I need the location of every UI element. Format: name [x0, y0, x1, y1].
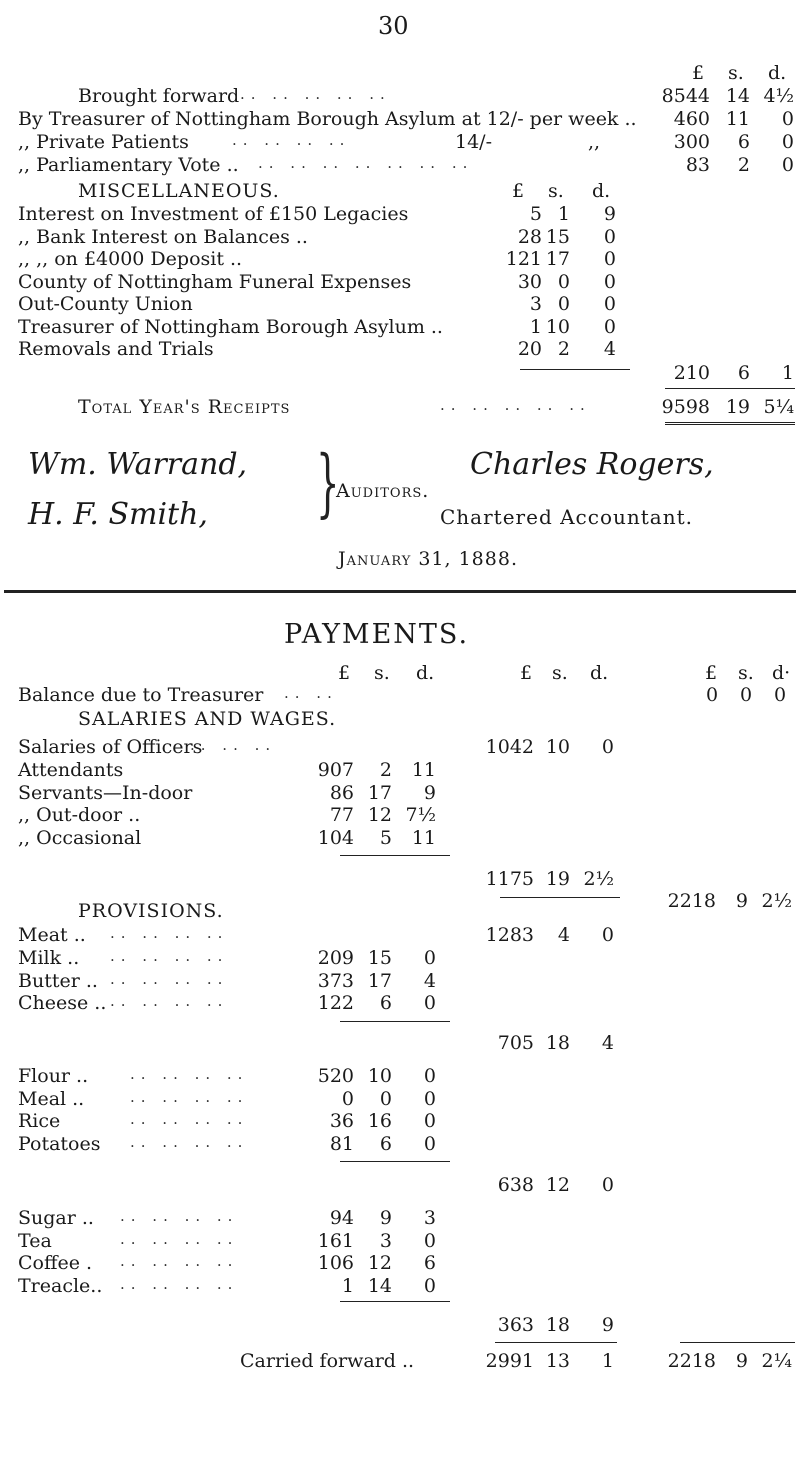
report-date: January 31, 1888.: [338, 548, 518, 570]
provision-item-label: Tea: [18, 1229, 52, 1252]
misc-item-label: Removals and Trials: [18, 338, 214, 360]
salary-item-shillings: 17: [367, 781, 392, 804]
payments-col1-header-pence: d.: [416, 662, 435, 684]
total-receipts-pence: 5¼: [763, 396, 794, 418]
provision-item-label: Treacle..: [18, 1274, 103, 1297]
accountant-title: Chartered Accountant.: [440, 505, 693, 529]
group3-rule: [340, 1301, 450, 1302]
salaries-subtotal-pence: 2½: [583, 868, 614, 890]
receipt-line-parliamentary-label: ,, Parliamentary Vote ..: [18, 154, 239, 176]
salaries-officers-pence: 0: [601, 736, 614, 758]
provision-item-pounds: 36: [329, 1110, 354, 1132]
salaries-heading: SALARIES AND WAGES.: [78, 708, 337, 730]
group3-total-shillings: 18: [545, 1314, 570, 1336]
auditors-label: Auditors.: [336, 480, 430, 502]
brought-forward-pounds: 8544: [661, 85, 710, 107]
misc-total-pounds: 210: [673, 362, 710, 384]
salaries-total-rule: [500, 897, 620, 898]
receipt-line-private-shillings: 6: [737, 131, 750, 153]
total-receipts-rule: [665, 388, 795, 389]
receipt-line-private-label: ,, Private Patients: [18, 131, 189, 153]
leader-dots: .. .. .. .. ..: [240, 85, 391, 103]
provision-item-pounds: 94: [329, 1207, 354, 1229]
misc-item-pence: 9: [603, 203, 616, 225]
provision-item-label: Rice: [18, 1110, 61, 1132]
auditor-signature-1: Wm. Warrand,: [28, 447, 248, 482]
provision-item-pounds: 209: [317, 947, 354, 969]
payments-col2-header-pence: d.: [590, 662, 609, 684]
salary-item-shillings: 5: [379, 826, 392, 849]
provision-item-label: Cheese ..: [18, 992, 107, 1014]
misc-item-pence: 0: [603, 270, 616, 293]
provision-item-label: Coffee .: [18, 1252, 93, 1274]
payments-col3-header-pence: d·: [772, 662, 791, 684]
provision-item-pence: 0: [423, 1087, 436, 1110]
leader-dots: .. .. .. ..: [232, 131, 351, 149]
salary-item-label: Servants—In-door: [18, 781, 193, 804]
leader-dots: .. .. .. ..: [110, 924, 229, 942]
salary-item-shillings: 12: [367, 804, 392, 826]
group1-rule: [340, 1021, 450, 1022]
brought-forward-label: Brought forward: [78, 85, 240, 107]
misc-item-label: County of Nottingham Funeral Expenses: [18, 270, 412, 293]
receipts-header-pounds: £: [692, 62, 705, 84]
salary-item-pence: 9: [423, 781, 436, 804]
receipts-header-shillings: s.: [728, 62, 744, 84]
salary-item-shillings: 2: [379, 759, 392, 781]
leader-dots: .. .. .. ..: [130, 1065, 249, 1083]
receipt-line-private-pounds: 300: [673, 131, 710, 153]
misc-item-shillings: 0: [557, 270, 570, 293]
provision-item-pounds: 161: [317, 1229, 354, 1252]
salaries-total-pence: 2½: [761, 890, 792, 912]
salaries-officers-shillings: 10: [545, 736, 570, 758]
salaries-total-shillings: 9: [735, 890, 748, 912]
receipt-line-private-ditto: ,,: [588, 131, 601, 153]
brought-forward-shillings: 14: [725, 85, 750, 107]
provision-item-pounds: 81: [329, 1132, 354, 1155]
provision-item-label: Milk ..: [18, 947, 80, 969]
misc-item-pence: 0: [603, 293, 616, 315]
total-receipts-shillings: 19: [725, 396, 750, 418]
carried-forward-col2-pounds: 2991: [485, 1350, 534, 1372]
leader-dots: .. .. .. ..: [120, 1274, 239, 1293]
leader-dots: .. .. .. ..: [130, 1132, 249, 1151]
carried-forward-col2-shillings: 13: [545, 1350, 570, 1372]
receipt-line-parliamentary-shillings: 2: [737, 154, 750, 176]
total-receipts-label: Total Year's Receipts: [78, 396, 291, 418]
payments-col1-header-shillings: s.: [374, 662, 390, 684]
misc-item-pence: 4: [603, 338, 616, 360]
provision-item-shillings: 9: [379, 1207, 392, 1229]
leader-dots: .. .. .. ..: [130, 1110, 249, 1128]
provision-item-shillings: 12: [367, 1252, 392, 1274]
receipt-line-treasurer-pence: 0: [781, 108, 794, 130]
provision-meat-pounds: 1283: [485, 924, 534, 946]
provision-item-shillings: 3: [379, 1229, 392, 1252]
provision-item-pence: 6: [423, 1252, 436, 1274]
total-receipts-pounds: 9598: [661, 396, 710, 418]
group1-total-shillings: 18: [545, 1032, 570, 1054]
salary-item-pounds: 907: [317, 759, 354, 781]
misc-item-label: ,, Bank Interest on Balances ..: [18, 225, 308, 248]
salaries-officers-pounds: 1042: [485, 736, 534, 758]
misc-item-shillings: 0: [557, 293, 570, 315]
group2-total-pounds: 638: [497, 1174, 534, 1196]
receipt-line-treasurer-pounds: 460: [673, 108, 710, 130]
salary-item-pounds: 86: [329, 781, 354, 804]
salaries-officers-label: Salaries of Officers: [18, 736, 203, 758]
balance-label: Balance due to Treasurer: [18, 684, 264, 706]
provision-item-label: Flour ..: [18, 1065, 89, 1087]
auditors-brace: }: [316, 440, 340, 526]
provision-item-pence: 0: [423, 1110, 436, 1132]
misc-item-pounds: 28: [517, 225, 542, 248]
salary-item-pounds: 77: [329, 804, 354, 826]
leader-dots: .. .. .. ..: [110, 969, 229, 988]
provision-item-pence: 0: [423, 992, 436, 1014]
accountant-signature: Charles Rogers,: [470, 447, 714, 482]
carried-forward-rule-col3: [680, 1342, 795, 1343]
misc-header-pence: d.: [592, 180, 611, 202]
leader-dots: .. .. .. .. .. .. ..: [258, 154, 474, 172]
misc-heading: MISCELLANEOUS.: [78, 180, 280, 202]
salary-item-pence: 11: [411, 826, 436, 849]
carried-forward-col3-shillings: 9: [735, 1350, 748, 1372]
payments-col1-header-pounds: £: [338, 662, 351, 684]
receipt-line-parliamentary-pounds: 83: [685, 154, 710, 176]
provision-item-shillings: 15: [367, 947, 392, 969]
provision-item-pounds: 0: [341, 1087, 354, 1110]
salary-item-pounds: 104: [317, 826, 354, 849]
salary-item-pence: 11: [411, 759, 436, 781]
leader-dots: .. ..: [284, 684, 338, 702]
leader-dots: .. .. .. ..: [110, 992, 229, 1010]
group1-total-pounds: 705: [497, 1032, 534, 1054]
misc-total-pence: 1: [781, 362, 794, 384]
misc-item-pounds: 3: [529, 293, 542, 315]
group2-total-shillings: 12: [545, 1174, 570, 1196]
misc-subtotal-rule: [520, 369, 630, 370]
section-divider: [4, 590, 796, 593]
total-receipts-double-rule: [665, 422, 795, 428]
leader-dots: .. .. ..: [190, 736, 277, 754]
receipt-line-parliamentary-pence: 0: [781, 154, 794, 176]
provision-item-shillings: 16: [367, 1110, 392, 1132]
salary-item-label: ,, Out-door ..: [18, 804, 141, 826]
misc-item-pence: 0: [603, 225, 616, 248]
carried-forward-label: Carried forward ..: [240, 1350, 415, 1372]
salaries-subtotal-shillings: 19: [545, 868, 570, 890]
carried-forward-rule-col2: [495, 1342, 617, 1343]
receipt-line-treasurer-label: By Treasurer of Nottingham Borough Asylum at 12/- per week ..: [18, 108, 637, 130]
provision-item-pounds: 106: [317, 1252, 354, 1274]
carried-forward-col2-pence: 1: [601, 1350, 614, 1372]
provision-item-shillings: 14: [367, 1274, 392, 1297]
group3-total-pence: 9: [601, 1314, 614, 1336]
balance-shillings: 0: [740, 684, 753, 706]
receipt-line-private-pence: 0: [781, 131, 794, 153]
salary-item-label: Attendants: [18, 759, 124, 781]
misc-item-pounds: 5: [529, 203, 542, 225]
misc-item-pounds: 30: [517, 270, 542, 293]
leader-dots: .. .. .. .. ..: [440, 396, 591, 414]
provisions-heading: PROVISIONS.: [78, 900, 224, 922]
provision-item-pence: 0: [423, 1065, 436, 1087]
misc-item-pounds: 121: [505, 248, 542, 270]
provision-item-pence: 3: [423, 1207, 436, 1229]
provision-meat-label: Meat ..: [18, 924, 86, 946]
leader-dots: .. .. .. ..: [120, 1207, 239, 1225]
payments-col2-header-shillings: s.: [552, 662, 568, 684]
group1-total-pence: 4: [601, 1032, 614, 1054]
provision-item-pence: 0: [423, 947, 436, 969]
misc-header-pounds: £: [512, 180, 525, 202]
provision-meat-pence: 0: [601, 924, 614, 946]
salaries-rule: [340, 855, 450, 856]
provision-item-pence: 4: [423, 969, 436, 992]
misc-item-pounds: 20: [517, 338, 542, 360]
provision-item-label: Butter ..: [18, 969, 98, 992]
salary-item-pence: 7½: [405, 804, 436, 826]
misc-item-label: Out-County Union: [18, 293, 193, 315]
provision-item-label: Meal ..: [18, 1087, 85, 1110]
provision-item-shillings: 6: [379, 1132, 392, 1155]
provision-item-pounds: 520: [317, 1065, 354, 1087]
payments-col3-header-shillings: s.: [738, 662, 754, 684]
misc-item-shillings: 15: [545, 225, 570, 248]
carried-forward-col3-pounds: 2218: [667, 1350, 716, 1372]
provision-item-pence: 0: [423, 1132, 436, 1155]
auditor-signature-2: H. F. Smith,: [28, 497, 208, 532]
provision-item-pounds: 1: [341, 1274, 354, 1297]
leader-dots: .. .. .. ..: [120, 1252, 239, 1270]
salaries-total-pounds: 2218: [667, 890, 716, 912]
leader-dots: .. .. .. ..: [130, 1087, 249, 1106]
provision-item-label: Sugar ..: [18, 1207, 94, 1229]
group2-total-pence: 0: [601, 1174, 614, 1196]
group2-rule: [340, 1161, 450, 1162]
provision-item-shillings: 0: [379, 1087, 392, 1110]
misc-item-pence: 0: [603, 248, 616, 270]
provision-item-pounds: 122: [317, 992, 354, 1014]
misc-item-shillings: 2: [557, 338, 570, 360]
receipts-header-pence: d.: [768, 62, 787, 84]
misc-item-shillings: 17: [545, 248, 570, 270]
provision-item-label: Potatoes: [18, 1132, 101, 1155]
provision-item-shillings: 10: [367, 1065, 392, 1087]
provision-meat-shillings: 4: [557, 924, 570, 946]
carried-forward-col3-pence: 2¼: [761, 1350, 792, 1372]
misc-item-pence: 0: [603, 315, 616, 338]
receipt-line-treasurer-shillings: 11: [725, 108, 750, 130]
salary-item-label: ,, Occasional: [18, 826, 142, 849]
provision-item-pence: 0: [423, 1274, 436, 1297]
receipt-line-private-rate: 14/-: [455, 131, 492, 153]
group3-total-pounds: 363: [497, 1314, 534, 1336]
provision-item-shillings: 6: [379, 992, 392, 1014]
misc-item-pounds: 1: [529, 315, 542, 338]
salaries-subtotal-pounds: 1175: [485, 868, 534, 890]
provision-item-shillings: 17: [367, 969, 392, 992]
payments-col3-header-pounds: £: [705, 662, 718, 684]
page-number: 30: [378, 12, 409, 40]
brought-forward-pence: 4½: [763, 85, 794, 107]
payments-col2-header-pounds: £: [520, 662, 533, 684]
payments-heading: PAYMENTS.: [284, 619, 470, 650]
misc-item-label: Treasurer of Nottingham Borough Asylum ..: [18, 315, 443, 338]
misc-item-label: Interest on Investment of £150 Legacies: [18, 203, 409, 225]
provision-item-pence: 0: [423, 1229, 436, 1252]
leader-dots: .. .. .. ..: [120, 1229, 239, 1248]
misc-item-label: ,, ,, on £4000 Deposit ..: [18, 248, 243, 270]
balance-pence: 0: [774, 684, 787, 706]
misc-total-shillings: 6: [737, 362, 750, 384]
balance-pounds: 0: [706, 684, 719, 706]
provision-item-pounds: 373: [317, 969, 354, 992]
misc-header-shillings: s.: [548, 180, 564, 202]
misc-item-shillings: 1: [557, 203, 570, 225]
misc-item-shillings: 10: [545, 315, 570, 338]
leader-dots: .. .. .. ..: [110, 947, 229, 965]
